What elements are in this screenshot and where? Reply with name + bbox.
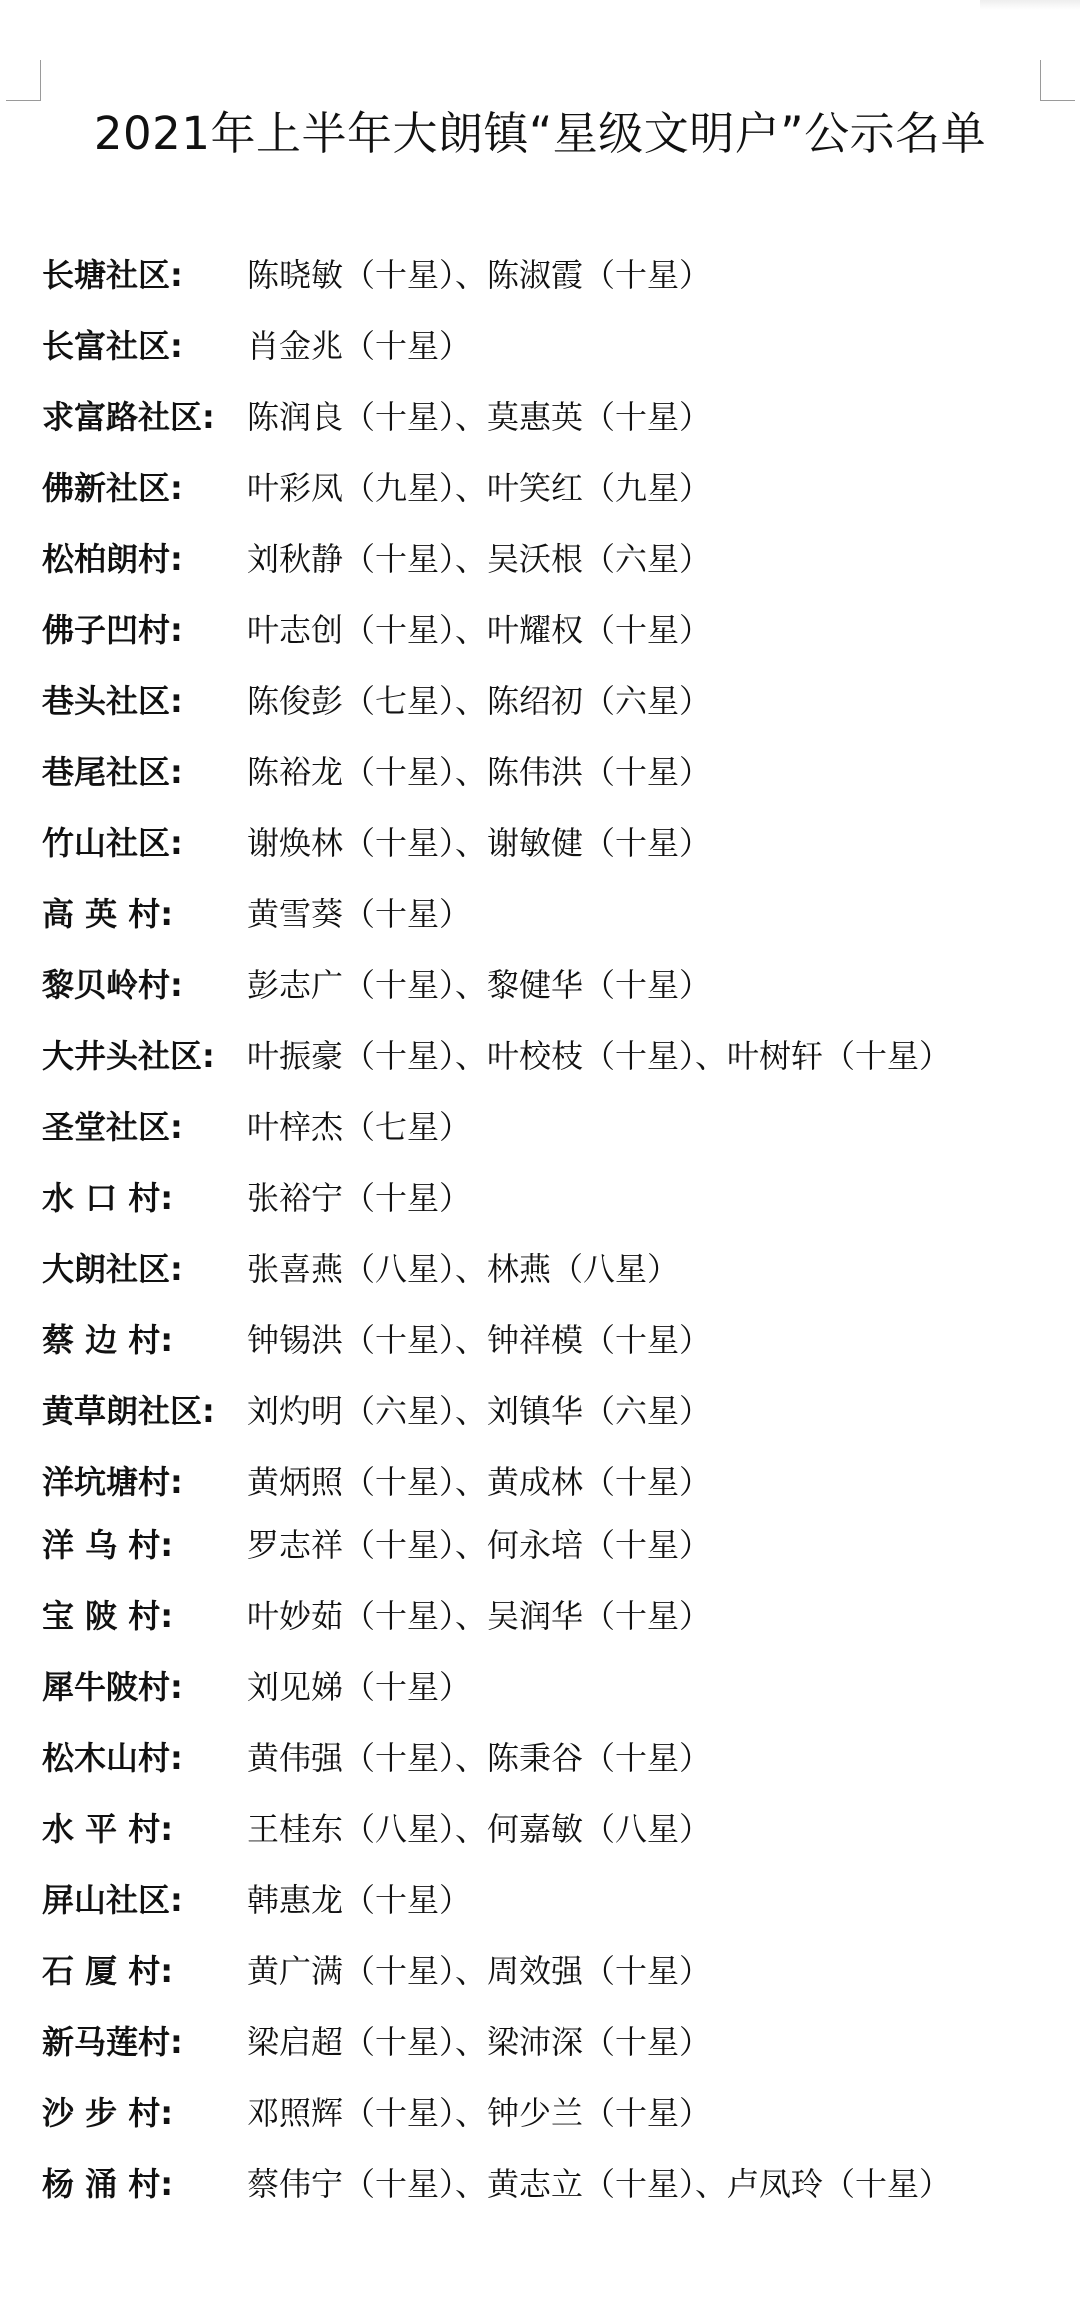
list-item <box>0 2017 1080 2067</box>
community-label: 高 英 村: <box>42 895 174 933</box>
household-names: 黄炳照（十星）、黄成林（十星） <box>247 1463 712 1501</box>
household-names: 叶梓杰（七星） <box>247 1108 472 1146</box>
list-item <box>0 1244 1080 1294</box>
community-label: 杨 涌 村: <box>42 2165 174 2203</box>
list-item <box>0 250 1080 300</box>
page-title: 2021年上半年大朗镇“星级文明户”公示名单 <box>93 107 987 160</box>
community-label: 松柏朗村: <box>42 540 183 578</box>
household-names: 韩惠龙（十星） <box>247 1881 472 1919</box>
list-item <box>0 463 1080 513</box>
household-names: 邓照辉（十星）、钟少兰（十星） <box>247 2094 712 2132</box>
community-label: 黄草朗社区: <box>42 1392 215 1430</box>
list-item <box>0 1946 1080 1996</box>
household-names: 刘秋静（十星）、吴沃根（六星） <box>247 540 712 578</box>
list-item <box>0 1520 1080 1570</box>
community-label: 水 平 村: <box>42 1810 174 1848</box>
household-names: 叶彩凤（九星）、叶笑红（九星） <box>247 469 712 507</box>
community-label: 佛子凹村: <box>42 611 183 649</box>
household-names: 陈晓敏（十星）、陈淑霞（十星） <box>247 256 712 294</box>
community-label: 新马莲村: <box>42 2023 183 2061</box>
list-item <box>0 1173 1080 1223</box>
community-label: 长塘社区: <box>42 256 183 294</box>
list-item <box>0 960 1080 1010</box>
list-item <box>0 321 1080 371</box>
household-names: 叶振豪（十星）、叶校枝（十星）、叶树轩（十星） <box>247 1037 952 1075</box>
list-item <box>0 1457 1080 1507</box>
household-names: 肖金兆（十星） <box>247 327 472 365</box>
community-label: 洋 乌 村: <box>42 1526 174 1564</box>
list-item <box>0 676 1080 726</box>
household-names: 黄伟强（十星）、陈秉谷（十星） <box>247 1739 712 1777</box>
household-names: 张喜燕（八星）、林燕（八星） <box>247 1250 680 1288</box>
list-item <box>0 1733 1080 1783</box>
community-label: 宝 陂 村: <box>42 1597 174 1635</box>
list-item <box>0 1804 1080 1854</box>
list-item <box>0 818 1080 868</box>
household-names: 陈俊彭（七星）、陈绍初（六星） <box>247 682 712 720</box>
community-label: 长富社区: <box>42 327 183 365</box>
community-label: 巷头社区: <box>42 682 183 720</box>
list-item <box>0 1102 1080 1152</box>
community-label: 石 厦 村: <box>42 1952 174 1990</box>
community-label: 屏山社区: <box>42 1881 183 1919</box>
household-names: 梁启超（十星）、梁沛深（十星） <box>247 2023 712 2061</box>
list-item <box>0 605 1080 655</box>
community-label: 水 口 村: <box>42 1179 174 1217</box>
list-item <box>0 534 1080 584</box>
list-item <box>0 1875 1080 1925</box>
community-label: 巷尾社区: <box>42 753 183 791</box>
list-item <box>0 1031 1080 1081</box>
community-label: 大井头社区: <box>42 1037 215 1075</box>
list-item <box>0 1386 1080 1436</box>
household-names: 黄广满（十星）、周效强（十星） <box>247 1952 712 1990</box>
list-item <box>0 1315 1080 1365</box>
community-label: 圣堂社区: <box>42 1108 183 1146</box>
community-label: 洋坑塘村: <box>42 1463 183 1501</box>
community-label: 松木山村: <box>42 1739 183 1777</box>
community-label: 竹山社区: <box>42 824 183 862</box>
community-label: 佛新社区: <box>42 469 183 507</box>
household-names: 刘见娣（十星） <box>247 1668 472 1706</box>
household-names: 王桂东（八星）、何嘉敏（八星） <box>247 1810 712 1848</box>
household-names: 谢焕林（十星）、谢敏健（十星） <box>247 824 712 862</box>
household-names: 张裕宁（十星） <box>247 1179 472 1217</box>
list-item <box>0 1662 1080 1712</box>
list-item <box>0 889 1080 939</box>
community-label: 大朗社区: <box>42 1250 183 1288</box>
household-names: 彭志广（十星）、黎健华（十星） <box>247 966 712 1004</box>
list-item <box>0 1591 1080 1641</box>
household-names: 黄雪葵（十星） <box>247 895 472 933</box>
household-names: 陈润良（十星）、莫惠英（十星） <box>247 398 712 436</box>
household-names: 叶妙茹（十星）、吴润华（十星） <box>247 1597 712 1635</box>
household-names: 蔡伟宁（十星）、黄志立（十星）、卢凤玲（十星） <box>247 2165 952 2203</box>
list-item <box>0 2088 1080 2138</box>
community-label: 求富路社区: <box>42 398 215 436</box>
household-names: 刘灼明（六星）、刘镇华（六星） <box>247 1392 712 1430</box>
household-names: 钟锡洪（十星）、钟祥模（十星） <box>247 1321 712 1359</box>
community-label: 蔡 边 村: <box>42 1321 174 1359</box>
community-label: 沙 步 村: <box>42 2094 174 2132</box>
household-names: 陈裕龙（十星）、陈伟洪（十星） <box>247 753 712 791</box>
household-names: 罗志祥（十星）、何永培（十星） <box>247 1526 712 1564</box>
list-item <box>0 2159 1080 2209</box>
community-label: 黎贝岭村: <box>42 966 183 1004</box>
household-names: 叶志创（十星）、叶耀权（十星） <box>247 611 712 649</box>
list-item <box>0 392 1080 442</box>
community-label: 犀牛陂村: <box>42 1668 183 1706</box>
list-item <box>0 747 1080 797</box>
